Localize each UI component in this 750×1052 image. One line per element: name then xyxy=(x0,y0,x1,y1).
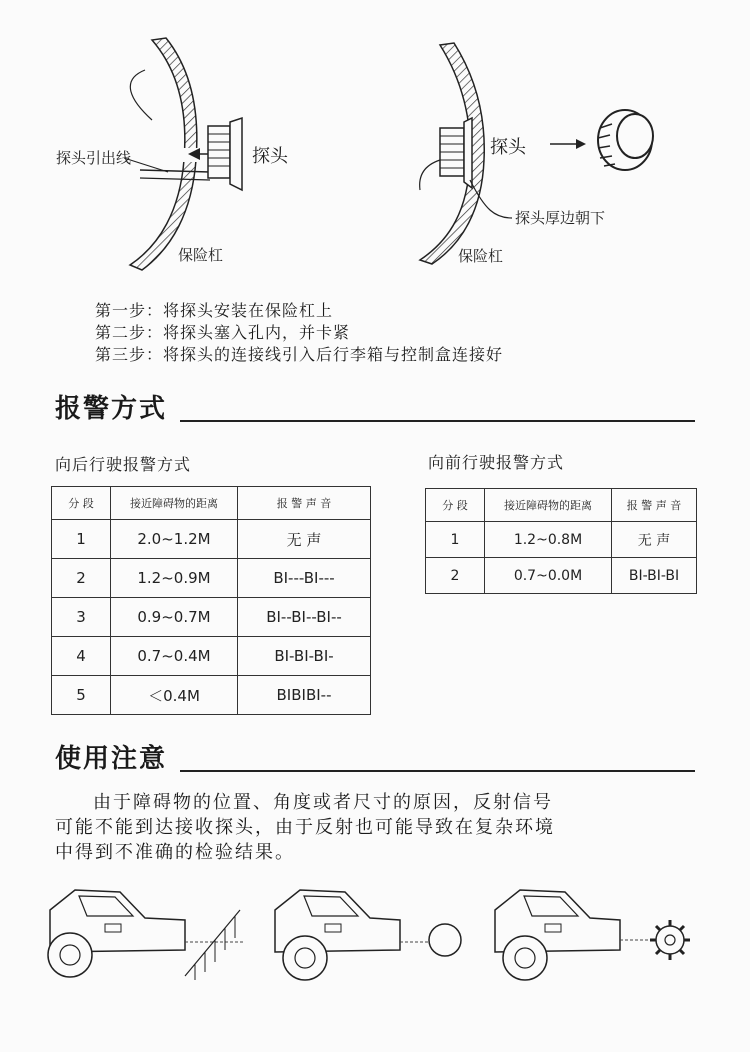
bumper-label-left: 保险杠 xyxy=(178,246,224,264)
sound-cell: BI-BI-BI- xyxy=(238,637,371,676)
distance-cell: 1.2~0.9M xyxy=(111,559,238,598)
segment-cell: 1 xyxy=(52,520,111,559)
distance-cell: 0.9~0.7M xyxy=(111,598,238,637)
probe-lead-label: 探头引出线 xyxy=(56,149,132,167)
alarm-section-rule xyxy=(180,420,695,422)
segment-cell: 2 xyxy=(52,559,111,598)
step-1: 第一步：将探头安装在保险杠上 xyxy=(95,301,334,320)
step-3: 第三步：将探头的连接线引入后行李箱与控制盒连接好 xyxy=(95,345,504,364)
table-row xyxy=(52,598,371,637)
header-distance: 接近障碍物的距离 xyxy=(111,487,238,520)
usage-notes xyxy=(55,790,705,865)
header-distance: 接近障碍物的距离 xyxy=(485,489,612,522)
alarm-section-title: 报警方式 xyxy=(55,394,168,424)
distance-cell: 0.7~0.0M xyxy=(485,558,612,594)
car-scenario-fence xyxy=(45,880,255,990)
segment-cell: 4 xyxy=(52,637,111,676)
table-row xyxy=(52,520,371,559)
distance-cell: 0.7~0.4M xyxy=(111,637,238,676)
notes-section-title: 使用注意 xyxy=(55,744,168,774)
rear-alarm-title: 向后行驶报警方式 xyxy=(55,455,192,474)
table-row xyxy=(426,558,697,594)
table-row xyxy=(52,676,371,715)
header-sound: 报 警 声 音 xyxy=(612,489,697,522)
probe-ring xyxy=(598,110,653,170)
thick-edge-label: 探头厚边朝下 xyxy=(515,209,606,227)
table-header-row xyxy=(52,487,371,520)
probe-label-right: 探头 xyxy=(490,137,526,158)
car-scenario-ball xyxy=(270,880,470,990)
distance-cell: 2.0~1.2M xyxy=(111,520,238,559)
car-scenario-gear xyxy=(490,880,700,990)
front-alarm-table xyxy=(425,488,697,594)
probe-lead-line xyxy=(140,170,210,172)
sound-cell: 无 声 xyxy=(612,522,697,558)
front-alarm-title: 向前行驶报警方式 xyxy=(428,453,565,472)
notes-line-1: 由于障碍物的位置、角度或者尺寸的原因，反射信号 xyxy=(93,792,553,813)
gear-icon xyxy=(650,920,690,960)
header-segment: 分 段 xyxy=(426,489,485,522)
sound-cell: 无 声 xyxy=(238,520,371,559)
table-row xyxy=(52,559,371,598)
segment-cell: 1 xyxy=(426,522,485,558)
header-segment: 分 段 xyxy=(52,487,111,520)
installation-steps xyxy=(95,300,503,366)
distance-cell: ＜0.4M xyxy=(111,676,238,715)
sound-cell: BI-BI-BI xyxy=(612,558,697,594)
step-2: 第二步：将探头塞入孔内，并卡紧 xyxy=(95,323,351,342)
rear-alarm-table xyxy=(51,486,371,715)
notes-line-2: 可能不能到达接收探头，由于反射也可能导致在复杂环境 xyxy=(55,817,555,838)
segment-cell: 2 xyxy=(426,558,485,594)
probe-label-left: 探头 xyxy=(252,146,288,167)
table-row xyxy=(426,522,697,558)
table-row xyxy=(52,637,371,676)
sound-cell: BI---BI--- xyxy=(238,559,371,598)
table-header-row xyxy=(426,489,697,522)
sound-cell: BIBIBI-- xyxy=(238,676,371,715)
header-sound: 报 警 声 音 xyxy=(238,487,371,520)
segment-cell: 5 xyxy=(52,676,111,715)
installation-diagram-right xyxy=(400,40,700,270)
notes-line-3: 中得到不准确的检验结果。 xyxy=(55,842,295,863)
probe-sensor xyxy=(208,118,242,190)
bumper-label-right: 保险杠 xyxy=(458,247,504,265)
notes-section-rule xyxy=(180,770,695,772)
sound-cell: BI--BI--BI-- xyxy=(238,598,371,637)
segment-cell: 3 xyxy=(52,598,111,637)
distance-cell: 1.2~0.8M xyxy=(485,522,612,558)
